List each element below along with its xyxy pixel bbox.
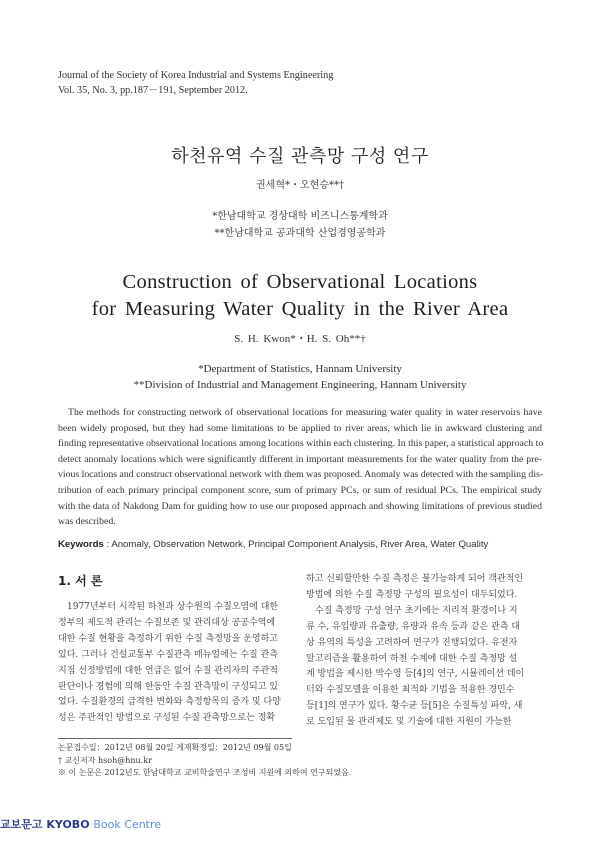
text-line: 수질 측정망 구성 연구 초기에는 지리적 환경이나 지 [315, 605, 518, 616]
text-line: 등[1]의 연구가 있다. 황수균 등[5]은 수질특성 파악, 새 [306, 701, 523, 712]
footnotes [58, 742, 351, 780]
journal-header [58, 68, 333, 98]
text-line: 있다. 그러나 건설교통부 수질관측 매뉴얼에는 수질 관측 [58, 649, 278, 660]
text-line: 1977년부터 시작된 하천과 상수원의 수질오염에 대한 [67, 602, 279, 612]
right-column [306, 572, 542, 731]
section-heading: 1. 서 론 [58, 574, 103, 588]
korean-authors: 권세혁*・오현승**† [256, 180, 344, 191]
keywords [58, 539, 488, 550]
korean-affiliations [0, 208, 600, 242]
abstract-line: was described. [58, 516, 116, 528]
abstract-line: vious locations and construct observational network with them was proposed. Anomaly was detected with the sampling dis- [58, 469, 544, 481]
korean-title: 하천유역 수질 관측망 구성 연구 [171, 146, 429, 167]
footnote-funding: ※ 이 논문은 2012년도 한남대학교 교비학술연구 조성비 지원에 의하여 연구되었음. [58, 768, 352, 777]
text-line: 계 방법을 제시한 박수영 등[4]의 연구, 시뮬레이션 데이 [306, 669, 525, 680]
text-line: 로 도입된 물 관리제도 및 기술에 대한 지원이 가능한 [306, 717, 512, 728]
footnote-dates: 논문접수일：2012년 08월 20일 게재확정일：2012년 09월 05일 [58, 743, 292, 752]
english-authors: S. H. Kwon*・H. S. Oh**† [234, 333, 366, 345]
text-line: 판단이나 경험에 의해 한동안 수질 관측망이 구성되고 있 [58, 681, 278, 692]
text-line: 었다. 수질환경의 급격한 변화와 측정항목의 증가 및 다양 [58, 697, 281, 708]
english-title-line-2: for Measuring Water Quality in the River Area [91, 298, 509, 320]
abstract-line: tribution of each primary principal component score, sum of primary PCs, or sum of residual PCs. The empirical study [58, 484, 542, 496]
footnote-corresponding-author: † 교신저자 hsoh@hnu.kr [58, 755, 152, 765]
text-line: 하고 신뢰할만한 수질 측정은 불가능하게 되어 객관적인 [306, 574, 524, 584]
journal-name: Journal of the Society of Korea Industrial and Systems Engineering [58, 70, 334, 81]
text-line: 방법에 의한 수질 측정망 구성의 필요성이 대두되었다. [306, 589, 518, 600]
footnote-divider [58, 738, 292, 739]
abstract-line: detect anomaly locations which were significantly different in important measurements for the water quality from the pre- [58, 453, 542, 465]
section-body-left [58, 600, 292, 727]
english-title [0, 269, 600, 323]
text-line: 상 유역의 특성을 고려하여 연구가 진행되었다. 유전자 [306, 637, 518, 648]
text-line: 터와 수질모델을 이용한 최적화 기법을 적용한 경민수 [306, 685, 515, 696]
watermark-brand: KYOBO [46, 818, 90, 831]
korean-affiliation-1: *한남대학교 경상대학 비즈니스통계학과 [212, 211, 388, 222]
abstract-line: The methods for constructing network of observational locations for measuring water quality in water reservoirs have [68, 407, 542, 418]
text-line: 류 수, 유입량과 유출량, 유량과 유속 등과 같은 관측 대 [306, 621, 521, 632]
abstract [58, 405, 542, 530]
text-line: 정부의 제도적 관리는 수질보존 및 관리대상 공공수역에 [58, 617, 276, 628]
abstract-line: with the data of Nakdong Dam for guiding how to use our proposed approach and showing limitations of previous studied [58, 500, 542, 512]
text-line: 대한 수질 현황을 측정하기 위한 수질 측정망을 운영하고 [58, 633, 278, 644]
english-affiliation-1: *Department of Statistics, Hannam University [198, 363, 402, 375]
english-affiliations [0, 361, 600, 393]
journal-volume: Vol. 35, No. 3, pp.187－191, September 2012. [58, 85, 248, 96]
watermark-kr: 교보문고 [0, 818, 43, 831]
watermark-bookcentre: Book Centre [93, 818, 162, 831]
english-title-line-1: Construction of Observational Locations [122, 271, 478, 293]
left-column [58, 572, 292, 727]
keywords-text: : Anomaly, Observation Network, Principal Component Analysis, River Area, Water Quality [103, 539, 489, 550]
abstract-line: been widely proposed, but they had some limitations to be applied to river areas, which lie in awkward clustering and [58, 422, 542, 434]
abstract-line: finding representative observational locations among locations within each clustering. In this paper, a statistical approach to [58, 438, 544, 450]
english-affiliation-2: **Division of Industrial and Management Engineering, Hannam University [133, 379, 467, 391]
text-line: 지점 선정방법에 대한 언급은 없어 수질 관리자의 주관적 [58, 665, 278, 676]
text-line: 알고리즘을 활용하여 하천 수계에 대한 수질 측정망 설 [306, 653, 518, 664]
keywords-label: Keywords [58, 539, 104, 550]
watermark-footer [0, 816, 161, 832]
korean-affiliation-2: **한남대학교 공과대학 산업경영공학과 [214, 228, 386, 239]
section-body-right [306, 572, 542, 731]
text-line: 성은 주관적인 방법으로 구성된 수질 관측망으로는 정확 [58, 713, 276, 724]
